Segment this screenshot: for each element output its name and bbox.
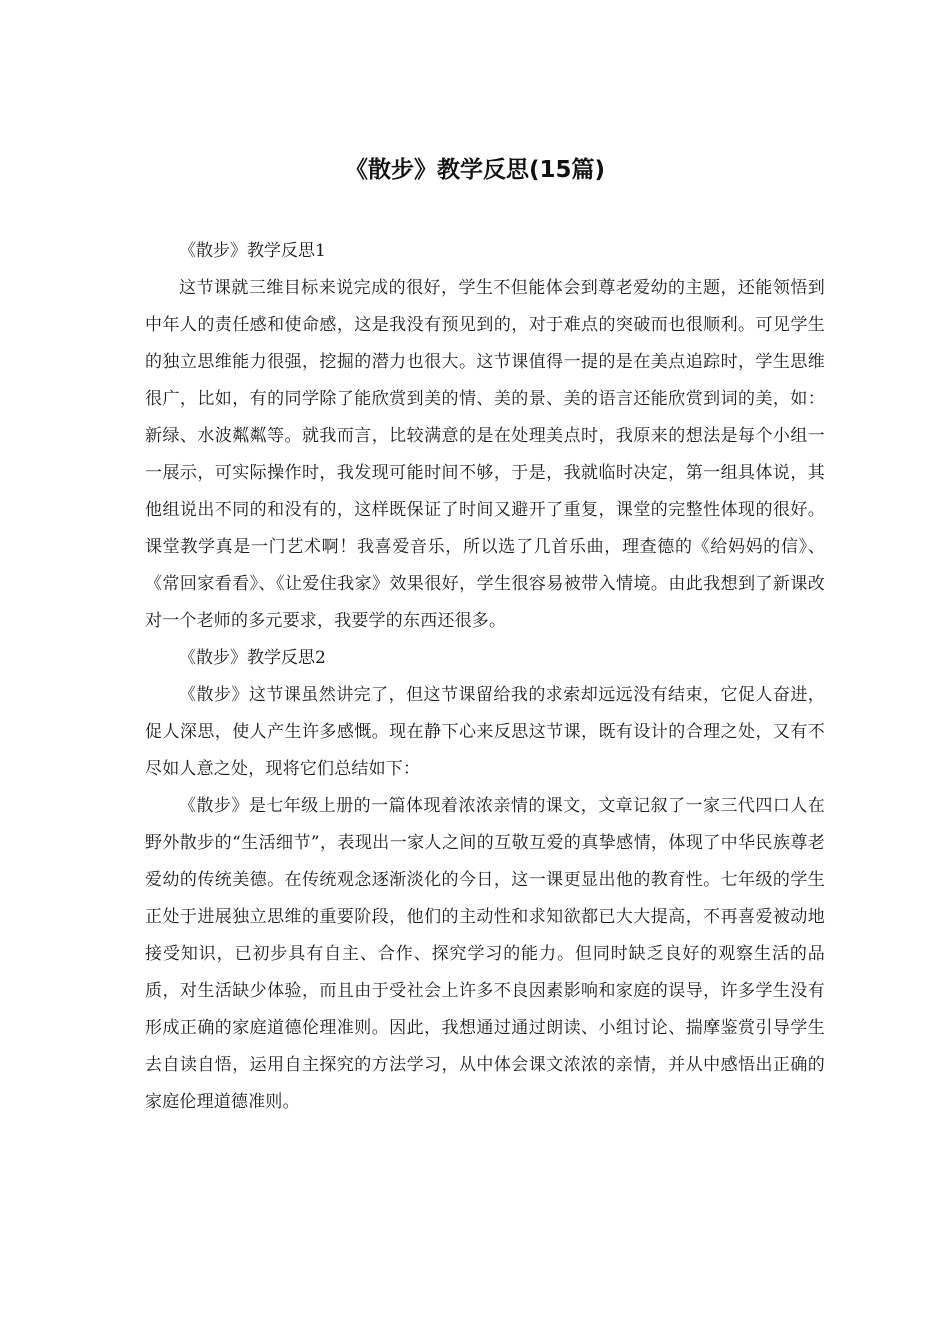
document-body [145, 233, 825, 1121]
section-heading-1: 《散步》教学反思1 [179, 241, 326, 261]
document-title: 《散步》教学反思(15篇) [344, 157, 606, 183]
section-1-paragraph-1: 这节课就三维目标来说完成的很好，学生不但能体会到尊老爱幼的主题，还能领悟到中年人的责任感和使命感，这是我没有预见到的，对于难点的突破而也很顺利。可见学生的独立思维能力很强，挖掘的潜力也很大。这节课值得一提的是在美点追踪时，学生思维很广，比如，有的同学除了能欣赏到美的情、美的景、美的语言还能欣赏到词的美，如：新绿、水波粼粼等。就我而言，比较满意的是在处理美点时，我原来的想法是每个小组一一展示，可实际操作时，我发现可能时间不够，于是，我就临时决定，第一组具体说，其他组说出不同的和没有的，这样既保证了时间又避开了重复，课堂的完整性体现的很好。课堂教学真是一门艺术啊！我喜爱音乐，所以选了几首乐曲，理查德的《给妈妈的信》、《常回家看看》、《让爱住我家》效果很好，学生很容易被带入情境。由此我想到了新课改对一个老师的多元要求，我要学的东西还很多。 [145, 278, 825, 631]
section-2-paragraph-1: 《散步》这节课虽然讲完了，但这节课留给我的求索却远远没有结束，它促人奋进，促人深思，使人产生许多感慨。现在静下心来反思这节课，既有设计的合理之处，又有不尽如人意之处，现将它们总结如下： [145, 685, 825, 779]
section-2-paragraph-2: 《散步》是七年级上册的一篇体现着浓浓亲情的课文，文章记叙了一家三代四口人在野外散步的“生活细节”，表现出一家人之间的互敬互爱的真挚感情，体现了中华民族尊老爱幼的传统美德。在传统观念逐渐淡化的今日，这一课更显出他的教育性。七年级的学生正处于进展独立思维的重要阶段，他们的主动性和求知欲都已大大提高，不再喜爱被动地接受知识，已初步具有自主、合作、探究学习的能力。但同时缺乏良好的观察生活的品质，对生活缺少体验，而且由于受社会上许多不良因素影响和家庭的误导，许多学生没有形成正确的家庭道德伦理准则。因此，我想通过通过朗读、小组讨论、揣摩鉴赏引导学生去自读自悟，运用自主探究的方法学习，从中体会课文浓浓的亲情，并从中感悟出正确的家庭伦理道德准则。 [145, 796, 825, 1112]
section-heading-2: 《散步》教学反思2 [179, 648, 326, 668]
